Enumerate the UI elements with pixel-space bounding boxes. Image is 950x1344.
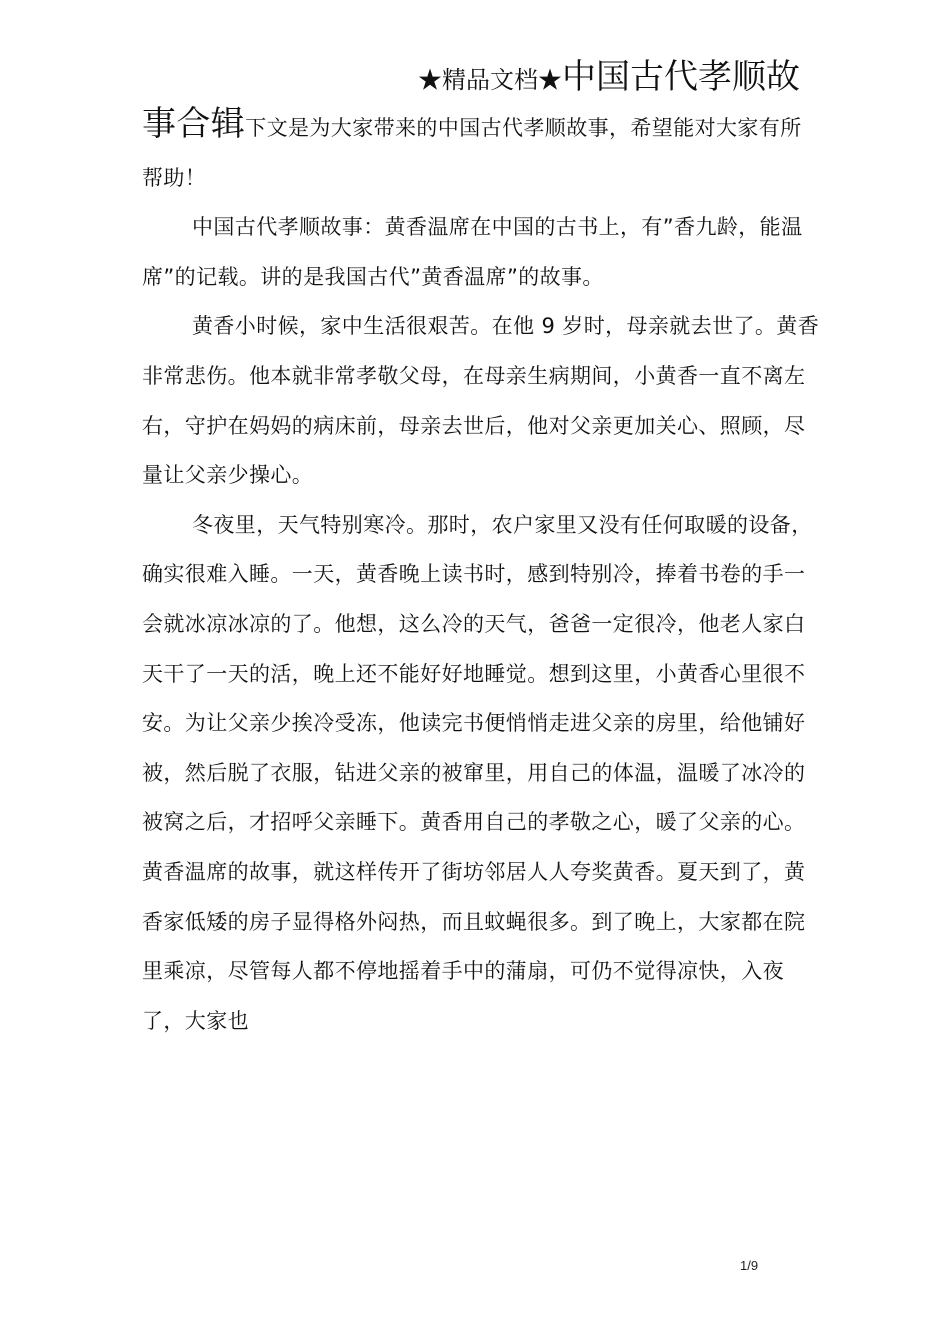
paragraph-1: 中国古代孝顺故事：黄香温席在中国的古书上，有”香九龄，能温席”的记载。讲的是我国古代”黄香温席”的故事。: [142, 215, 803, 289]
paragraph-3: 冬夜里，天气特别寒冷。那时，农户家里又没有任何取暖的设备，确实很难入睡。一天，黄香晚上读书时，感到特别冷，捧着书卷的手一会就冰凉冰凉的了。他想，这么冷的天气，爸爸一定很冷，他老人家白天干了一天的活，晚上还不能好好地睡觉。想到这里，小黄香心里很不安。为让父亲少挨冷受冻，他读完书便悄悄走进父亲的房里，给他铺好被，然后脱了衣服，钻进父亲的被窜里，用自己的体温，温暖了冰冷的被窝之后，才招呼父亲睡下。黄香用自己的孝敬之心，暖了父亲的心。黄香温席的故事，就这样传开了街坊邻居人人夸奖黄香。夏天到了，黄香家低矮的房子显得格外闷热，而且蚊蝇很多。到了晚上，大家都在院里乘凉，尽管每人都不停地摇着手中的蒲扇，可仍不觉得凉快，入夜了，大家也: [142, 512, 813, 1033]
quality-badge: ★精品文档★: [418, 66, 562, 94]
paragraph-2: 黄香小时候，家中生活很艰苦。在他 9 岁时，母亲就去世了。黄香非常悲伤。他本就非常孝敬父母，在母亲生病期间，小黄香一直不离左右，守护在妈妈的病床前，母亲去世后，他对父亲更加关心、照顾，尽量让父亲少操心。: [142, 314, 820, 488]
intro-text: 下文是为大家带来的中国古代孝顺故事，希望能对大家有所帮助！: [142, 116, 802, 190]
document-body: [142, 100, 822, 1046]
document-title: 中国古代孝顺故: [562, 57, 800, 97]
page-number: 1/9: [740, 1258, 759, 1273]
intro-paragraph: [142, 100, 822, 203]
document-title-continued: 事合辑: [142, 104, 246, 144]
